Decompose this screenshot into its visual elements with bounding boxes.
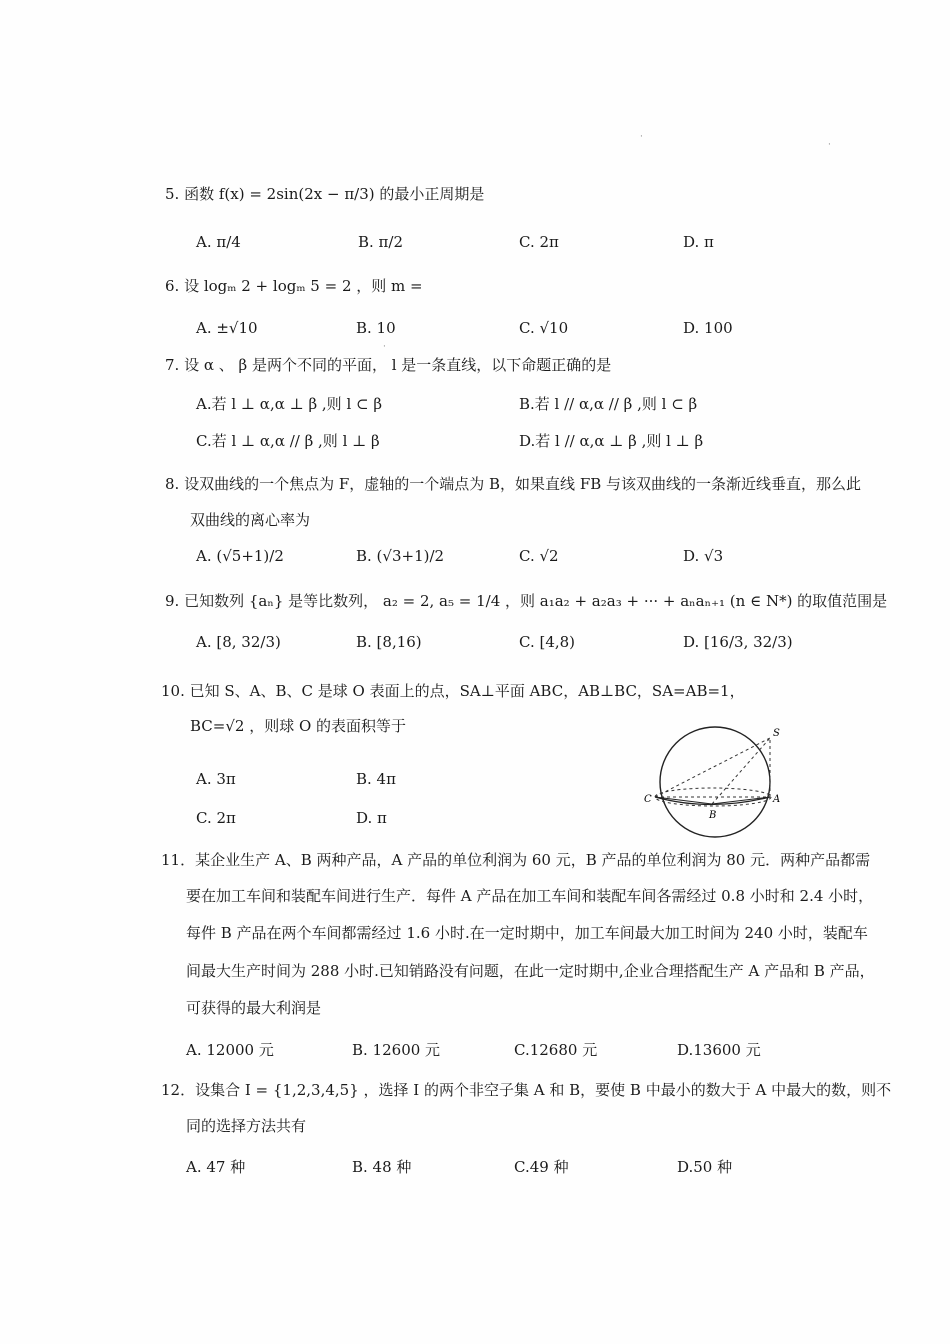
question-9-option-a: A. [8, 32/3) (196, 633, 281, 651)
question-12-option-a: A. 47 种 (186, 1158, 246, 1176)
diagram-label-b: B (709, 810, 717, 821)
question-11-option-b: B. 12600 元 (352, 1041, 441, 1059)
question-12-option-c: C.49 种 (514, 1158, 569, 1176)
question-6-stem: 6. 设 logₘ 2 + logₘ 5 = 2 ，则 m = (165, 277, 423, 295)
question-12-option-b: B. 48 种 (352, 1158, 412, 1176)
question-8-stem-cont: 双曲线的离心率为 (190, 511, 311, 529)
question-11-option-a: A. 12000 元 (186, 1041, 274, 1059)
question-6-option-c: C. √10 (519, 319, 569, 337)
question-11-option-c: C.12680 元 (514, 1041, 598, 1059)
diagram-label-c: C (644, 794, 652, 805)
question-7-option-c: C.若 l ⊥ α,α // β ,则 l ⊥ β (196, 432, 380, 450)
question-5-stem: 5. 函数 f(x) = 2sin(2x − π/3) 的最小正周期是 (165, 185, 485, 203)
question-8-option-d: D. √3 (683, 547, 724, 565)
question-8-option-c: C. √2 (519, 547, 559, 565)
question-6-option-d: D. 100 (683, 319, 733, 337)
question-5-option-c: C. 2π (519, 233, 559, 251)
diagram-label-s: S (773, 728, 780, 739)
question-5-option-b: B. π/2 (358, 233, 404, 251)
question-10-option-a: A. 3π (196, 770, 236, 788)
question-11-stem: 11．某企业生产 A、B 两种产品，A 产品的单位利润为 60 元，B 产品的单位利润为 80 元．两种产品都需 (161, 851, 871, 869)
question-7-option-a: A.若 l ⊥ α,α ⊥ β ,则 l ⊂ β (196, 395, 383, 413)
question-7-stem: 7. 设 α 、 β 是两个不同的平面， l 是一条直线，以下命题正确的是 (165, 356, 612, 374)
question-6-option-a: A. ±√10 (196, 319, 258, 337)
question-12-stem: 12．设集合 I = {1,2,3,4,5} ，选择 I 的两个非空子集 A 和 B，要使 B 中最小的数大于 A 中最大的数，则不 (161, 1081, 892, 1099)
question-7-option-b: B.若 l // α,α // β ,则 l ⊂ β (519, 395, 698, 413)
question-9-option-c: C. [4,8) (519, 633, 576, 651)
question-11-stem-5: 可获得的最大利润是 (186, 999, 322, 1017)
question-7-option-d: D.若 l // α,α ⊥ β ,则 l ⊥ β (519, 432, 704, 450)
sphere-diagram (640, 720, 790, 838)
question-10-stem-cont: BC=√2 ，则球 O 的表面积等于 (190, 717, 407, 735)
scan-speck: · (383, 342, 386, 352)
question-9-option-d: D. [16/3, 32/3) (683, 633, 793, 651)
question-12-stem-cont: 同的选择方法共有 (186, 1117, 307, 1135)
diagram-label-a: A (773, 794, 781, 805)
question-10-option-d: D. π (356, 809, 387, 827)
question-11-stem-3: 每件 B 产品在两个车间都需经过 1.6 小时.在一定时期中，加工车间最大加工时间为 240 小时，装配车 (186, 924, 868, 942)
question-5-option-a: A. π/4 (196, 233, 241, 251)
question-8-stem: 8. 设双曲线的一个焦点为 F，虚轴的一个端点为 B，如果直线 FB 与该双曲线的一条渐近线垂直，那么此 (165, 475, 862, 493)
question-8-option-a: A. (√5+1)/2 (196, 547, 284, 565)
question-11-stem-4: 间最大生产时间为 288 小时.已知销路没有问题，在此一定时期中,企业合理搭配生产 A 产品和 B 产品， (186, 962, 875, 980)
question-12-option-d: D.50 种 (677, 1158, 733, 1176)
question-5-option-d: D. π (683, 233, 714, 251)
question-8-option-b: B. (√3+1)/2 (356, 547, 445, 565)
question-11-stem-2: 要在加工车间和装配车间进行生产．每件 A 产品在加工车间和装配车间各需经过 0.8 小时和 2.4 小时， (186, 887, 874, 905)
question-9-option-b: B. [8,16) (356, 633, 422, 651)
question-10-option-c: C. 2π (196, 809, 236, 827)
scan-speck: · (640, 132, 643, 142)
question-11-option-d: D.13600 元 (677, 1041, 761, 1059)
question-6-option-b: B. 10 (356, 319, 396, 337)
question-10-stem: 10. 已知 S、A、B、C 是球 O 表面上的点，SA⊥平面 ABC，AB⊥BC，SA=AB=1， (161, 682, 745, 700)
question-10-option-b: B. 4π (356, 770, 396, 788)
scan-speck: · (828, 140, 831, 150)
question-9-stem: 9. 已知数列 {aₙ} 是等比数列， a₂ = 2, a₅ = 1/4 ，则 a₁a₂ + a₂a₃ + ··· + aₙaₙ₊₁ (n ∈ N*) 的取值范围是 (165, 592, 888, 610)
